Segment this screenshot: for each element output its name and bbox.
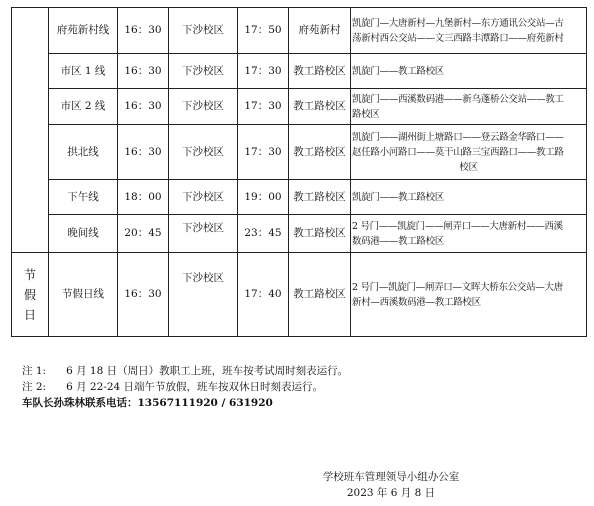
route-line: 凯旋门——西溪数码港——新乌蓬桥公交站——教工 xyxy=(352,93,564,105)
arrival-time: 17：30 xyxy=(238,125,289,180)
contact-info: 车队长孙珠林联系电话：13567111920 / 631920 xyxy=(22,397,273,409)
line-name: 晚间线 xyxy=(49,215,118,253)
arrival-time: 17：50 xyxy=(238,8,289,54)
departure-time: 16：30 xyxy=(118,89,169,125)
arrival-place: 教工路校区 xyxy=(289,54,351,89)
departure-time: 20：45 xyxy=(118,215,169,253)
office-name: 学校班车管理领导小组办公室 xyxy=(322,471,460,483)
departure-time: 16：30 xyxy=(118,125,169,180)
line-name: 下午线 xyxy=(49,180,118,215)
route-line: 凯旋门——教工路校区 xyxy=(352,191,445,203)
arrival-place: 教工路校区 xyxy=(289,253,351,337)
departure-time: 16：30 xyxy=(118,54,169,89)
route-line: 赵任路小河路口——莫干山路三宝西路口——教工路 xyxy=(352,146,564,158)
route-cell xyxy=(351,180,587,215)
table-row xyxy=(12,125,587,180)
arrival-time: 17：30 xyxy=(238,54,289,89)
arrival-time: 17：30 xyxy=(238,89,289,125)
route-line: 校区 xyxy=(459,161,478,173)
issuing-office xyxy=(316,469,466,501)
line-name: 节假日线 xyxy=(49,253,118,337)
category-cell xyxy=(12,8,49,253)
notes-section xyxy=(22,363,348,411)
arrival-place: 教工路校区 xyxy=(289,125,351,180)
arrival-place: 教工路校区 xyxy=(289,215,351,253)
holiday-label-text: 节 假 日 xyxy=(23,267,36,322)
departure-place: 下沙校区 xyxy=(169,215,238,253)
departure-place: 下沙校区 xyxy=(169,54,238,89)
route-line: 2 号门——凯旋门——闸弄口——大唐新村——西溪 xyxy=(352,220,563,232)
route-line: 凯旋门—大唐新村—九堡新村—东方通讯公交站—古 xyxy=(352,17,564,29)
departure-place: 下沙校区 xyxy=(169,125,238,180)
table-row xyxy=(12,253,587,337)
line-name: 府苑新村线 xyxy=(49,8,118,54)
arrival-place: 教工路校区 xyxy=(289,180,351,215)
table-row xyxy=(12,180,587,215)
line-name: 拱北线 xyxy=(49,125,118,180)
route-cell xyxy=(351,215,587,253)
note-2: 注 2: 6 月 22-24 日端午节放假，班车按双休日时刻表运行。 xyxy=(22,381,324,393)
route-line: 2 号门—凯旋门—闸弄口—文晖大桥东公交站—大唐 xyxy=(352,281,563,293)
arrival-time: 17：40 xyxy=(238,253,289,337)
line-name: 市区 1 线 xyxy=(49,54,118,89)
table-row xyxy=(12,89,587,125)
departure-place: 下沙校区 xyxy=(169,8,238,54)
arrival-place: 府苑新村 xyxy=(289,8,351,54)
departure-place: 下沙校区 xyxy=(169,89,238,125)
departure-place: 下沙校区 xyxy=(169,253,238,337)
route-line: 凯旋门——教工路校区 xyxy=(352,65,445,77)
arrival-time: 19：00 xyxy=(238,180,289,215)
arrival-time: 23：45 xyxy=(238,215,289,253)
table-row xyxy=(12,54,587,89)
arrival-place: 教工路校区 xyxy=(289,89,351,125)
note-1: 注 1: 6 月 18 日（周日）教职工上班，班车按考试周时刻表运行。 xyxy=(22,365,349,377)
route-cell xyxy=(351,89,587,125)
table-row xyxy=(12,215,587,253)
line-name: 市区 2 线 xyxy=(49,89,118,125)
table-row xyxy=(12,8,587,54)
route-cell xyxy=(351,125,587,180)
bus-schedule-table xyxy=(11,7,587,337)
route-line: 路校区 xyxy=(352,108,380,120)
departure-time: 18：00 xyxy=(118,180,169,215)
route-cell xyxy=(351,54,587,89)
departure-time: 16：30 xyxy=(118,253,169,337)
issue-date: 2023 年 6 月 8 日 xyxy=(346,487,436,499)
route-cell xyxy=(351,253,587,337)
route-line: 新村—西溪数码港—教工路校区 xyxy=(352,296,481,308)
route-cell xyxy=(351,8,587,54)
route-line: 凯旋门——湖州街上塘路口——登云路金华路口—— xyxy=(352,131,564,143)
route-line: 数码港——教工路校区 xyxy=(352,235,445,247)
holiday-category-label xyxy=(12,253,49,337)
departure-time: 16：30 xyxy=(118,8,169,54)
route-line: 荡新村西公交站——文三西路丰潭路口——府苑新村 xyxy=(352,32,564,44)
departure-place: 下沙校区 xyxy=(169,180,238,215)
